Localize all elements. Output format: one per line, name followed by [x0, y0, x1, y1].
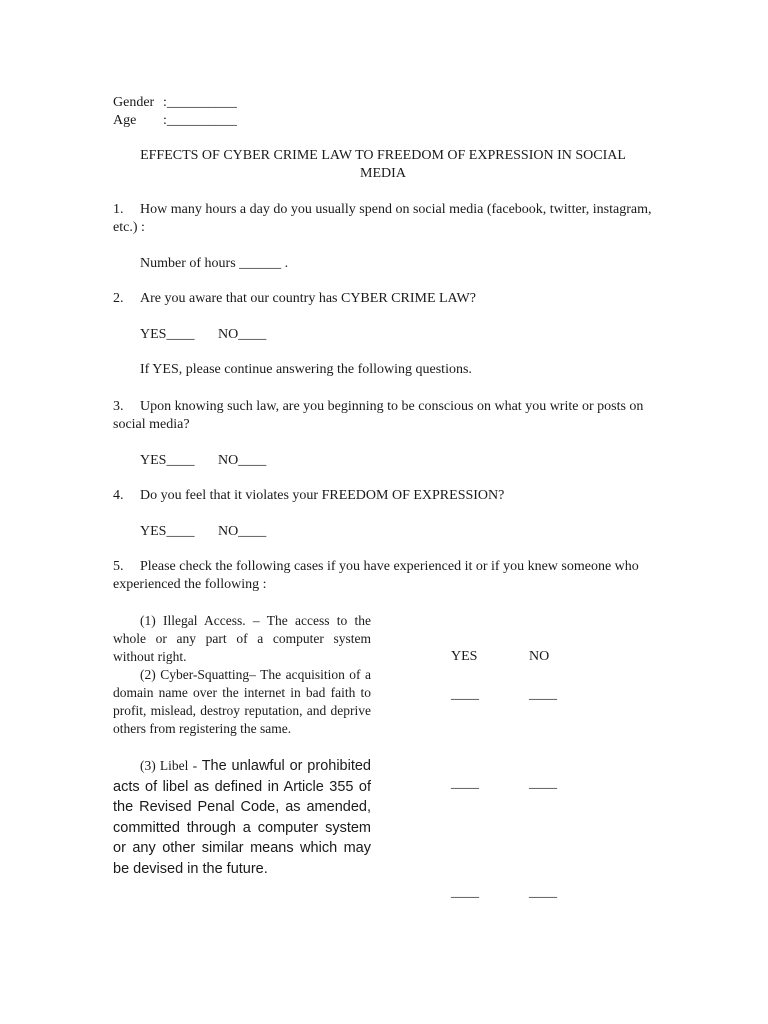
question-3-yes[interactable]: YES____ — [140, 453, 195, 468]
case-prefix: (2) Cyber-Squatting– — [140, 667, 256, 682]
question-text: How many hours a day do you usually spend on social media (facebook, twitter, instagram, etc.) : — [113, 202, 652, 235]
question-4 — [113, 487, 653, 505]
question-text: Upon knowing such law, are you beginning to be conscious on what you write or posts on social media? — [113, 399, 644, 432]
case-3-yes-blank[interactable]: ____ — [451, 885, 479, 900]
column-header-no: NO — [529, 649, 550, 664]
case-prefix: (1) Illegal Access. — [140, 613, 246, 628]
case-1-no-blank[interactable]: ____ — [529, 687, 557, 702]
gender-field[interactable]: :__________ — [163, 95, 237, 110]
question-number: 5. — [113, 559, 124, 574]
case-text: – The access to the whole or any part of a computer system without right. — [113, 613, 371, 664]
question-1-answer[interactable]: Number of hours ______ . — [140, 256, 289, 271]
case-3-no-blank[interactable]: ____ — [529, 885, 557, 900]
age-field[interactable]: :__________ — [163, 113, 237, 128]
case-libel — [113, 756, 371, 879]
question-2-yes[interactable]: YES____ — [140, 327, 195, 342]
age-label: Age — [113, 113, 137, 128]
case-text: The unlawful or prohibited acts of libel as defined in Article 355 of the Revised Penal Code, as amended, committed through a computer system or any other similar means which may be devised in the future. — [113, 758, 371, 877]
question-2-note: If YES, please continue answering the following questions. — [140, 362, 472, 377]
question-5 — [113, 558, 653, 594]
question-number: 1. — [113, 202, 124, 217]
case-2-yes-blank[interactable]: ____ — [451, 776, 479, 791]
question-4-no[interactable]: NO____ — [218, 524, 267, 539]
column-header-yes: YES — [451, 649, 478, 664]
document-title-line-2: MEDIA — [360, 166, 406, 181]
question-number: 2. — [113, 291, 124, 306]
question-3 — [113, 398, 653, 434]
case-illegal-access — [113, 612, 371, 666]
question-number: 3. — [113, 399, 124, 414]
question-text: Are you aware that our country has CYBER CRIME LAW? — [140, 291, 476, 306]
question-4-yes[interactable]: YES____ — [140, 524, 195, 539]
case-prefix: (3) Libel - — [140, 758, 198, 773]
question-text: Do you feel that it violates your FREEDOM OF EXPRESSION? — [140, 488, 505, 503]
case-text: The acquisition of a domain name over the internet in bad faith to profit, mislead, destroy reputation, and deprive others from registering the same. — [113, 667, 371, 736]
question-3-no[interactable]: NO____ — [218, 453, 267, 468]
question-1 — [113, 201, 653, 237]
gender-label: Gender — [113, 95, 155, 110]
case-2-no-blank[interactable]: ____ — [529, 776, 557, 791]
case-cyber-squatting — [113, 666, 371, 738]
question-number: 4. — [113, 488, 124, 503]
question-text: Please check the following cases if you have experienced it or if you knew someone who experienced the following : — [113, 559, 639, 592]
question-2 — [113, 290, 653, 308]
question-2-no[interactable]: NO____ — [218, 327, 267, 342]
case-1-yes-blank[interactable]: ____ — [451, 687, 479, 702]
document-title-line-1: EFFECTS OF CYBER CRIME LAW TO FREEDOM OF EXPRESSION IN SOCIAL — [140, 148, 626, 163]
